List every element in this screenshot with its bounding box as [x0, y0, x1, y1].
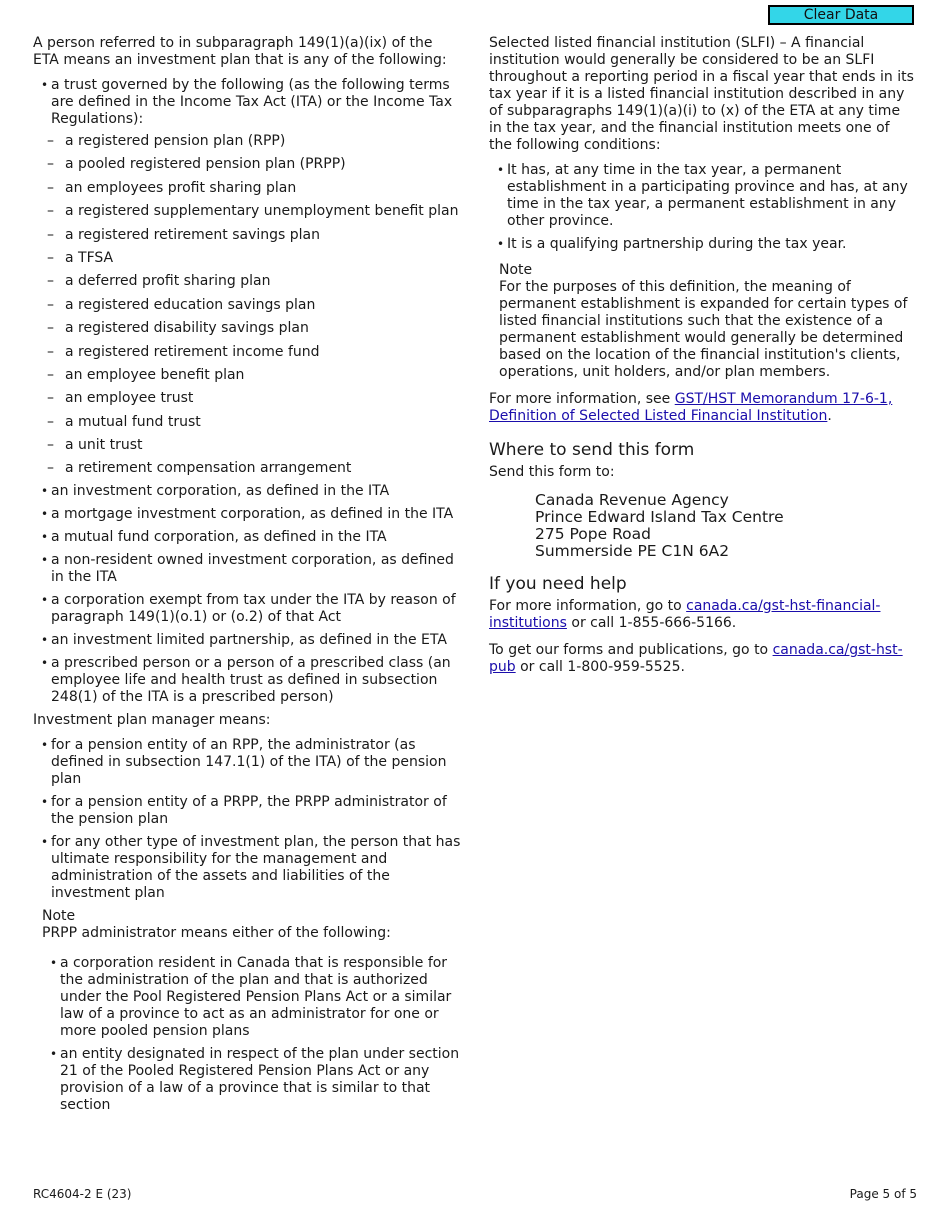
help-heading: If you need help [489, 574, 627, 594]
clear-data-button[interactable]: Clear Data [768, 5, 914, 25]
more-info-suffix: . [827, 408, 832, 424]
list-item: • It has, at any time in the tax year, a permanent establishment in a participating province and has, at any time in the tax year, a permanent establishment in any other province. [507, 162, 917, 230]
list-item: • a mutual fund corporation, as defined in the ITA [51, 529, 461, 546]
list-item: • an investment limited partnership, as defined in the ETA [51, 632, 461, 649]
slfi-definition: Selected listed financial institution (SLFI) – A financial institution would generally be considered to be an SLFI throughout a reporting period in a fiscal year that ends in its tax year if it is a listed financial institution described in any of subparagraphs 149(1)(a)(i) to (x) of the ETA at any time in the tax year, and the financial institution meets one of the following conditions: [489, 35, 914, 153]
memorandum-link[interactable]: GST/HST Memorandum 17-6-1, Definition of Selected Listed Financial Institution [489, 391, 893, 424]
help-info [489, 598, 917, 632]
mailing-address [535, 492, 917, 560]
address-line: Prince Edward Island Tax Centre [535, 508, 784, 526]
list-item: • for a pension entity of a PRPP, the PRPP administrator of the pension plan [51, 794, 461, 828]
address-line: Summerside PE C1N 6A2 [535, 542, 730, 560]
list-item: – a registered disability savings plan [47, 320, 461, 337]
slfi-note [499, 262, 917, 381]
address-line: 275 Pope Road [535, 525, 651, 543]
list-item: – a mutual fund trust [47, 414, 461, 431]
send-heading: Where to send this form [489, 440, 695, 460]
list-item: – a registered supplementary unemployment benefit plan [47, 203, 461, 220]
note-title: Note [499, 262, 533, 278]
list-item: – a registered retirement savings plan [47, 227, 461, 244]
investment-plan-list [33, 77, 461, 706]
list-item: • a mortgage investment corporation, as defined in the ITA [51, 506, 461, 523]
list-item: • for a pension entity of an RPP, the administrator (as defined in subsection 147.1(1) of the ITA) of the pension plan [51, 737, 461, 788]
note-title: Note [42, 907, 76, 924]
list-item: • a non-resident owned investment corporation, as defined in the ITA [51, 552, 461, 586]
more-info-prefix: For more information, see [489, 391, 675, 407]
form-code: RC4604-2 E (23) [33, 1187, 132, 1201]
address-line: Canada Revenue Agency [535, 491, 729, 509]
forms-prefix: To get our forms and publications, go to [489, 642, 773, 658]
forms-publications-link[interactable]: canada.ca/gst-hst-pub [489, 642, 903, 675]
right-column [489, 35, 917, 676]
list-item: – a registered retirement income fund [47, 344, 461, 361]
list-item: – a pooled registered pension plan (PRPP) [47, 156, 461, 173]
list-item [51, 77, 461, 477]
more-info [489, 391, 917, 425]
list-item: – a registered pension plan (RPP) [47, 133, 461, 150]
manager-intro: Investment plan manager means: [33, 711, 271, 728]
forms-info [489, 642, 917, 676]
list-item: • a corporation exempt from tax under the ITA by reason of paragraph 149(1)(o.1) or (o.2) of that Act [51, 592, 461, 626]
financial-institutions-link[interactable]: canada.ca/gst-hst-financial-institutions [489, 598, 881, 631]
list-item: – a retirement compensation arrangement [47, 460, 461, 477]
list-item: • a corporation resident in Canada that is responsible for the administration of the plan and that is authorized under the Pool Registered Pension Plans Act or a similar law of a province to act as an administrator for one or more pooled pension plans [60, 955, 461, 1040]
list-item: – a deferred profit sharing plan [47, 273, 461, 290]
send-intro: Send this form to: [489, 464, 615, 480]
note-text: For the purposes of this definition, the meaning of permanent establishment is expanded for certain types of listed financial institutions such that the existence of a permanent establishment would generally be determined based on the location of the financial institution's clients, operations, unit holders, and/or plan members. [499, 279, 908, 380]
list-item: – a registered education savings plan [47, 297, 461, 314]
prpp-note [42, 908, 461, 1114]
trust-intro: a trust governed by the following (as the following terms are defined in the Income Tax Act (ITA) or the Income Tax Regulations): [51, 77, 453, 127]
page-number: Page 5 of 5 [849, 1187, 917, 1201]
list-item: • an investment corporation, as defined in the ITA [51, 483, 461, 500]
list-item: – a TFSA [47, 250, 461, 267]
list-item: • a prescribed person or a person of a prescribed class (an employee life and health trust as defined in subsection 248(1) of the ITA is a prescribed person) [51, 655, 461, 706]
list-item: – an employee trust [47, 390, 461, 407]
left-column [33, 35, 461, 1120]
list-item: – an employees profit sharing plan [47, 180, 461, 197]
list-item: – a unit trust [47, 437, 461, 454]
prpp-admin-list [42, 955, 461, 1114]
slfi-conditions-list [489, 162, 917, 253]
note-text: PRPP administrator means either of the following: [42, 924, 391, 941]
trust-types-list [33, 133, 461, 477]
list-item: • an entity designated in respect of the plan under section 21 of the Pooled Registered Pension Plans Act or any provision of a law of a province that is similar to that section [60, 1046, 461, 1114]
manager-list [33, 737, 461, 902]
investment-plan-intro: A person referred to in subparagraph 149(1)(a)(ix) of the ETA means an investment plan that is any of the following: [33, 35, 447, 68]
list-item: • It is a qualifying partnership during the tax year. [507, 236, 917, 253]
help-prefix: For more information, go to [489, 598, 687, 614]
list-item: • for any other type of investment plan, the person that has ultimate responsibility for the management and administration of the assets and liabilities of the investment plan [51, 834, 461, 902]
list-item: – an employee benefit plan [47, 367, 461, 384]
help-suffix: or call 1-855-666-5166. [566, 615, 737, 631]
forms-suffix: or call 1-800-959-5525. [515, 659, 685, 675]
